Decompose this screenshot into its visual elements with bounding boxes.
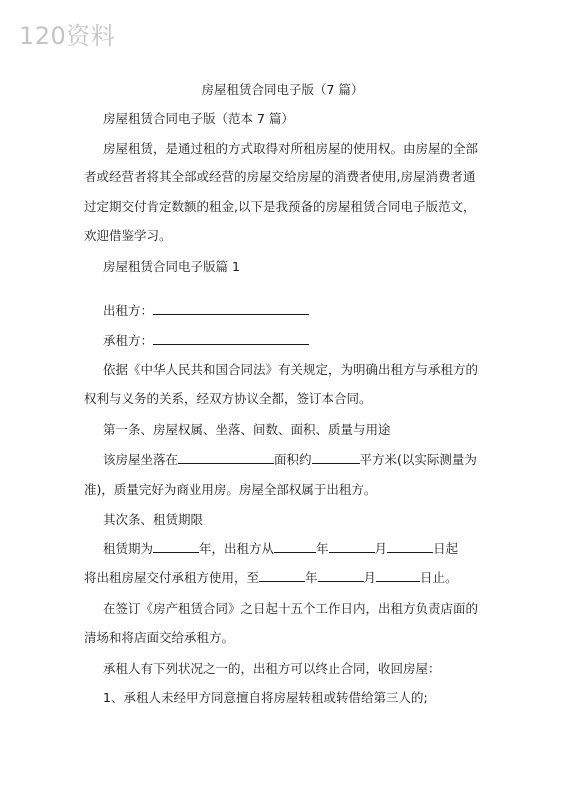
lessee-label: 承租方： xyxy=(103,333,154,348)
start-month-blank xyxy=(329,541,375,553)
basis-line-1: 依据《中华人民共和国合同法》有关规定，为明确出租方与承租方的 xyxy=(103,362,479,377)
clause-1-title: 第一条、房屋权属、坐落、间数、面积、质量与用途 xyxy=(103,422,391,437)
term-years-blank xyxy=(153,541,199,553)
section-heading-1: 房屋租赁合同电子版篇 1 xyxy=(103,259,240,274)
term-line-1 xyxy=(103,541,458,557)
intro-line-3: 过定期交付肯定数额的租金,以下是我预备的房屋租赁合同电子版范文， xyxy=(84,199,476,214)
termination-intro: 承租人有下列状况之一的，出租方可以终止合同，收回房屋： xyxy=(103,661,441,676)
clause-1-line-1 xyxy=(103,452,477,468)
handover-line-1: 在签订《房产租赁合同》之日起十五个工作日内，出租方负责店面的 xyxy=(103,601,479,616)
handover-line-2: 清场和将店面交给承租方。 xyxy=(84,630,235,645)
intro-line-2: 者或经营者将其全部或经营的房屋交给房屋的消费者使用,房屋消费者通 xyxy=(84,169,476,184)
term-text: 日止。 xyxy=(420,570,458,585)
lessor-blank xyxy=(153,303,309,315)
term-text: 租赁期为 xyxy=(103,541,154,556)
term-text: 年 xyxy=(316,541,329,556)
term-text: 月 xyxy=(374,541,388,556)
lessor-field xyxy=(103,303,309,319)
term-text: 年，出租方从 xyxy=(199,541,275,556)
term-line-2 xyxy=(84,570,458,586)
term-text: 将出租房屋交付承租方使用，至 xyxy=(84,570,260,585)
start-year-blank xyxy=(274,541,316,553)
term-text: 月 xyxy=(363,570,377,585)
termination-item-1: 1、承租人未经甲方同意擅自将房屋转租或转借给第三人的; xyxy=(103,690,428,705)
term-text: 日起 xyxy=(433,541,459,556)
lessee-field xyxy=(103,333,309,349)
document-title: 房屋租赁合同电子版（7 篇） xyxy=(201,82,364,97)
end-day-blank xyxy=(376,570,420,582)
area-unit: 平方米(以实际测量为 xyxy=(359,452,477,467)
clause-1-line-2: 准)，质量完好为商业用房。房屋全部权属于出租方。 xyxy=(84,482,377,497)
end-year-blank xyxy=(259,570,305,582)
document-subtitle: 房屋租赁合同电子版（范本 7 篇） xyxy=(103,111,294,126)
area-blank xyxy=(312,452,360,464)
basis-line-2: 权利与义务的关系，经双方协议全都，签订本合同。 xyxy=(84,391,372,406)
intro-line-4: 欢迎借鉴学习。 xyxy=(84,228,172,243)
intro-line-1: 房屋租赁，是通过租的方式取得对所租房屋的使用权。由房屋的全部 xyxy=(103,141,479,156)
lessee-blank xyxy=(153,333,309,345)
start-day-blank xyxy=(387,541,433,553)
area-label: 面积约 xyxy=(274,452,312,467)
term-text: 年 xyxy=(305,570,318,585)
clause-2-title: 其次条、租赁期限 xyxy=(103,512,204,527)
location-label: 该房屋坐落在 xyxy=(103,452,179,467)
end-month-blank xyxy=(318,570,364,582)
lessor-label: 出租方： xyxy=(103,303,154,318)
location-blank xyxy=(178,452,274,464)
watermark: 120资料 xyxy=(19,22,116,50)
